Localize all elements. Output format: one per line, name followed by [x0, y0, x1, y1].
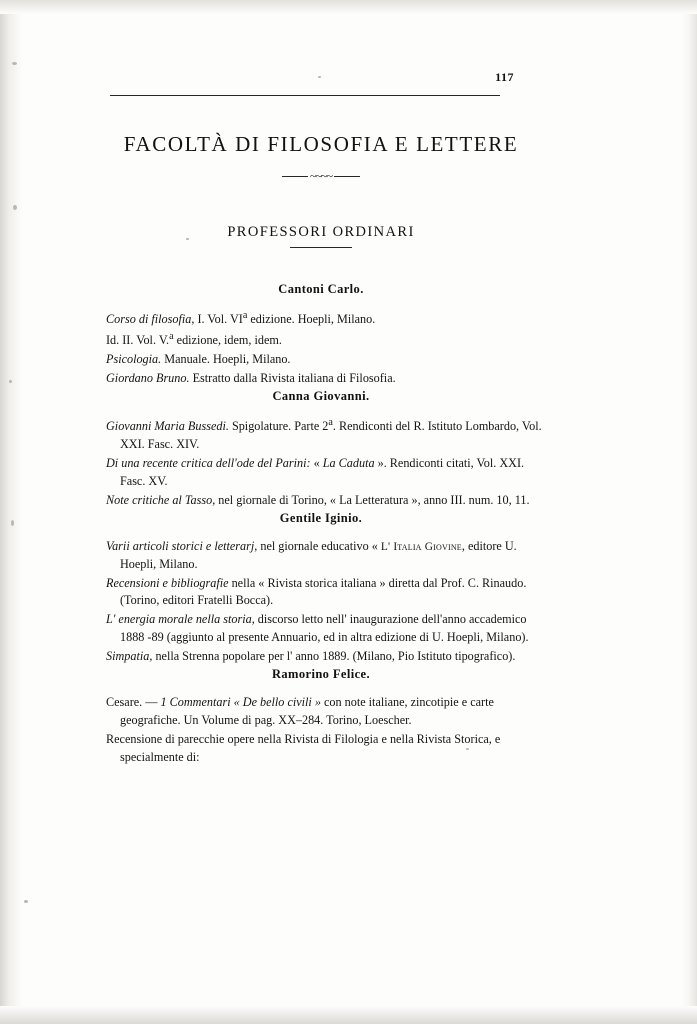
professor-block [96, 389, 546, 510]
list-item [106, 455, 546, 491]
publication-title: Giordano Bruno. [106, 370, 190, 385]
list-item [106, 330, 546, 350]
scan-speck [11, 520, 14, 526]
publication-list [106, 694, 546, 767]
scan-speck [12, 62, 17, 65]
publication-title: Note critiche al Tasso, [106, 492, 216, 507]
publication-detail: nella « Rivista storica italiana » diretta dal Prof. C. Rinaudo. (Torino, editori Fratelli Bocca). [120, 575, 527, 608]
scan-edge-left [0, 0, 22, 1024]
header-rule [110, 95, 500, 96]
publication-title: Psicologia. [106, 352, 162, 366]
professor-name: Cantoni Carlo. [278, 282, 364, 296]
ornament-divider [96, 169, 546, 184]
list-item [106, 309, 546, 329]
publication-detail: Spigolature. Parte 2$^a$. Rendiconti del R. Istituto Lombardo, Vol. XXI. Fasc. XIV. [120, 416, 542, 451]
professor-block [96, 511, 546, 667]
publication-list [106, 416, 546, 510]
list-item [106, 492, 546, 510]
publication-detail: discorso letto nell' inaugurazione dell'anno accademico 1888 -89 (aggiunto al presente Annuario, ed in altra edizione di U. Hoepli, Milano). [120, 612, 529, 645]
ornament-dash-left [282, 176, 308, 177]
publication-detail: Recensione di parecchie opere nella Rivista di Filologia e nella Rivista Storica, e specialmente di: [106, 732, 501, 764]
page-number: 117 [495, 70, 514, 84]
publication-detail: Id. II. Vol. V.$^a$ edizione, idem, idem. [106, 331, 282, 348]
page-content [96, 70, 546, 768]
professor-block [96, 667, 546, 767]
list-item [106, 351, 546, 369]
ornament-dash-right [334, 176, 360, 177]
page-title: FACOLTÀ DI FILOSOFIA E LETTERE [123, 132, 519, 156]
publication-title: Varii articoli storici e letterarj, [106, 538, 258, 553]
professor-name: Gentile Iginio. [279, 510, 363, 525]
publication-list [106, 538, 546, 667]
publication-title: Simpatia, [106, 649, 153, 664]
list-item [106, 648, 546, 666]
list-item [106, 611, 546, 647]
publication-detail: Manuale. Hoepli, Milano. [161, 352, 291, 366]
publication-detail: « La Caduta ». Rendiconti citati, Vol. XXI. Fasc. XV. [120, 455, 525, 488]
list-item [106, 370, 546, 388]
scan-edge-top [0, 0, 697, 14]
list-item [106, 731, 546, 767]
professor-name: Canna Giovanni. [272, 388, 370, 403]
publication-title: Recensioni e bibliografie [106, 575, 229, 590]
list-item [106, 538, 546, 574]
publication-title: Di una recente critica dell'ode del Parini: [106, 455, 311, 470]
publication-title: Giovanni Maria Bussedi. [106, 418, 229, 433]
ornament-wave: ~~~~ [310, 169, 332, 183]
scan-speck [9, 380, 12, 383]
section-title: PROFESSORI ORDINARI [227, 224, 415, 240]
professor-name: Ramorino Felice. [271, 667, 371, 682]
publication-detail: nella Strenna popolare per l' anno 1889. (Milano, Pio Istituto tipografico). [152, 649, 516, 664]
publication-detail: nel giornale educativo « L' Italia Giovine, editore U. Hoepli, Milano. [120, 538, 517, 571]
scan-speck [24, 900, 28, 903]
scan-edge-right [681, 0, 697, 1024]
list-item [106, 575, 546, 611]
publication-title: L' energia morale nella storia, [106, 612, 255, 627]
list-item [106, 694, 546, 730]
publication-detail: Cesare. — 1 Commentari « De bello civili » con note italiane, zincotipie e carte geografiche. Un Volume di pag. XX–284. Torino, Loescher. [106, 695, 494, 728]
section-rule [290, 247, 352, 248]
list-item [106, 416, 546, 454]
publication-detail: , I. Vol. $VI^a$ edizione. Hoepli, Milano. [191, 310, 376, 327]
scan-edge-bottom [0, 1006, 697, 1024]
publication-detail: nel giornale di Torino, « La Letteratura », anno III. num. 10, 11. [215, 492, 530, 507]
professor-block [96, 282, 546, 388]
scan-speck [13, 205, 17, 210]
publication-detail: Estratto dalla Rivista italiana di Filosofia. [189, 370, 396, 385]
publication-title: Corso di filosofia [106, 312, 192, 327]
publication-list [106, 309, 546, 388]
